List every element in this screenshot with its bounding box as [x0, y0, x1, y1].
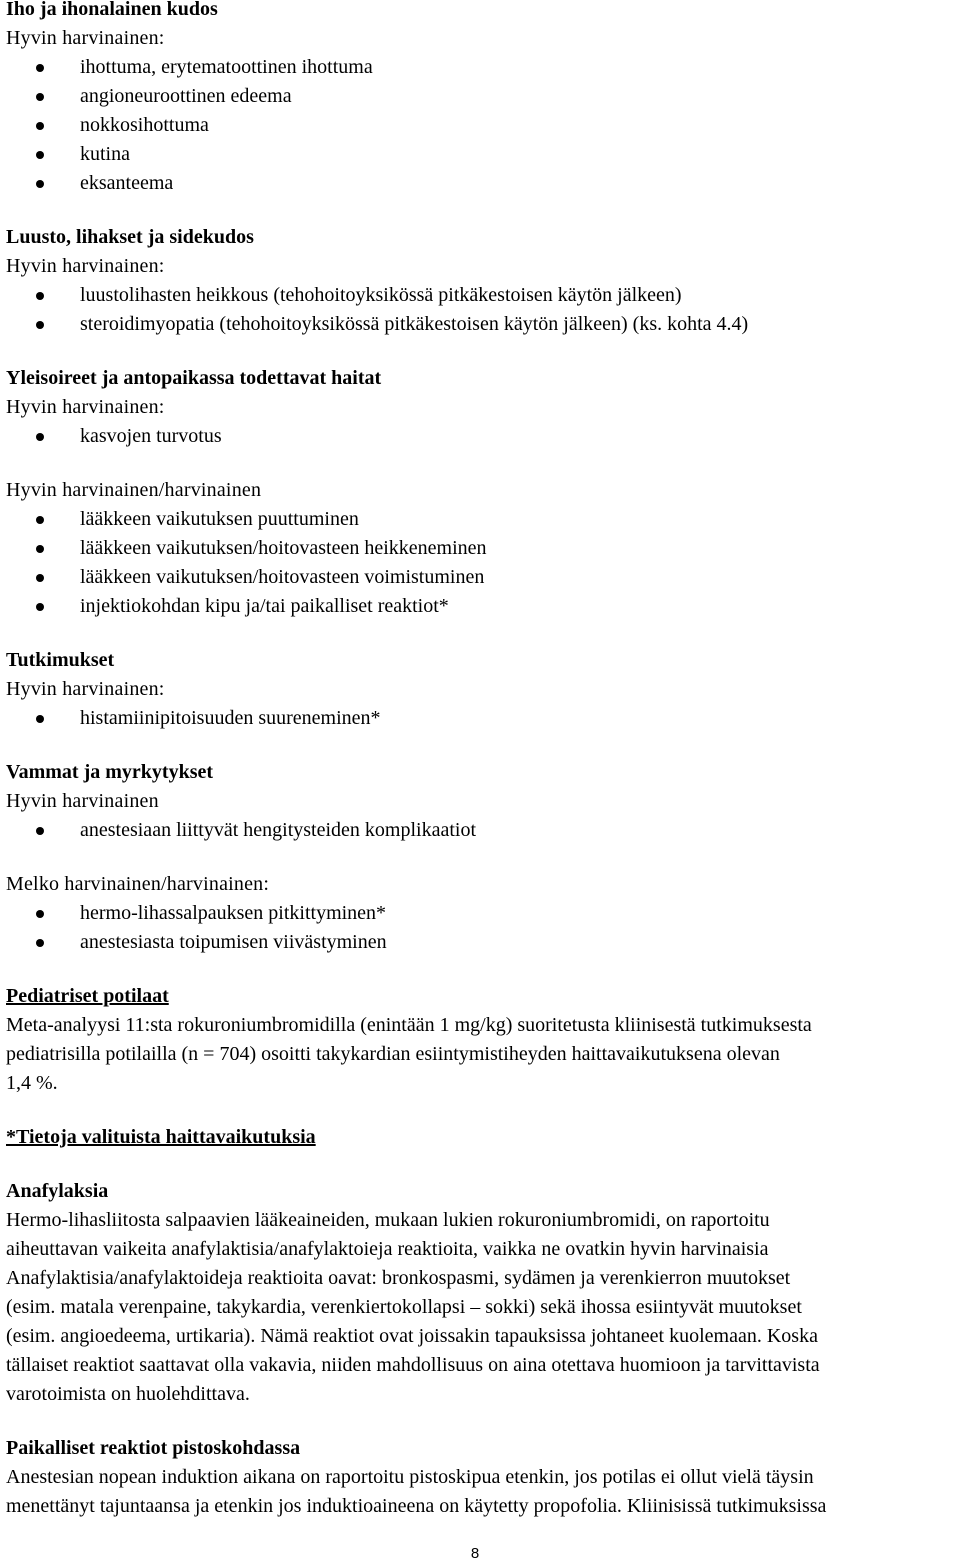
section: [6, 646, 956, 733]
list-item-text: lääkkeen vaikutuksen puuttuminen: [80, 508, 359, 530]
list-item: [6, 704, 956, 733]
list-item: [6, 422, 956, 451]
list-item: [6, 816, 956, 845]
local-reactions-section: [6, 1434, 956, 1521]
list-item: [6, 140, 956, 169]
list-item: [6, 592, 956, 621]
section: [6, 364, 956, 621]
list-item-text: nokkosihottuma: [80, 114, 209, 136]
list-item: [6, 928, 956, 957]
document-page: [6, 0, 956, 1521]
page-number: 8: [470, 1545, 480, 1562]
effects-list: [6, 505, 956, 621]
section-title: Iho ja ihonalainen kudos: [6, 0, 218, 20]
list-item-text: hermo-lihassalpauksen pitkittyminen*: [80, 902, 387, 924]
section-title: Vammat ja myrkytykset: [6, 761, 214, 783]
bullet-icon: [36, 64, 44, 72]
section: [6, 0, 956, 198]
list-item-text: lääkkeen vaikutuksen/hoitovasteen heikkeneminen: [80, 537, 487, 559]
list-item-text: kasvojen turvotus: [80, 425, 222, 447]
list-item-text: anestesiaan liittyvät hengitysteiden komplikaatiot: [80, 819, 477, 841]
frequency-label: Hyvin harvinainen:: [6, 678, 165, 700]
bullet-icon: [36, 827, 44, 835]
list-item-text: lääkkeen vaikutuksen/hoitovasteen voimistuminen: [80, 566, 485, 588]
anaphylaxis-section: [6, 1177, 956, 1409]
effects-list: [6, 899, 956, 957]
selected-effects-title: *Tietoja valituista haittavaikutuksia: [6, 1126, 316, 1148]
frequency-label: Hyvin harvinainen:: [6, 255, 165, 277]
list-item: [6, 53, 956, 82]
bullet-icon: [36, 180, 44, 188]
list-item: [6, 281, 956, 310]
section: [6, 758, 956, 957]
bullet-icon: [36, 93, 44, 101]
effects-list: [6, 53, 956, 198]
anaphylaxis-line: (esim. angioedeema, urtikaria). Nämä reaktiot ovat joissakin tapauksissa johtaneet kuolemaan. Koska: [6, 1325, 818, 1347]
anaphylaxis-line: varotoimista on huolehdittava.: [6, 1383, 250, 1405]
anaphylaxis-line: (esim. matala verenpaine, takykardia, verenkiertokollapsi – sokki) sekä ihossa esiintyvät muutokset: [6, 1296, 802, 1318]
list-item-text: histamiinipitoisuuden suureneminen*: [80, 707, 381, 729]
pediatric-line: pediatrisilla potilailla (n = 704) osoitti takykardian esiintymistiheyden haittavaikutuksena olevan: [6, 1043, 780, 1065]
list-item-text: ihottuma, erytematoottinen ihottuma: [80, 56, 373, 78]
section: [6, 223, 956, 339]
bullet-icon: [36, 516, 44, 524]
bullet-icon: [36, 292, 44, 300]
list-item-text: steroidimyopatia (tehohoitoyksikössä pitkäkestoisen käytön jälkeen) (ks. kohta 4.4): [80, 313, 749, 335]
list-item: [6, 505, 956, 534]
section-title: Yleisoireet ja antopaikassa todettavat haitat: [6, 367, 382, 389]
list-item: [6, 169, 956, 198]
list-item: [6, 111, 956, 140]
bullet-icon: [36, 574, 44, 582]
bullet-icon: [36, 715, 44, 723]
effects-list: [6, 422, 956, 451]
list-item: [6, 82, 956, 111]
pediatric-title: Pediatriset potilaat: [6, 985, 169, 1007]
list-item: [6, 534, 956, 563]
pediatric-line: 1,4 %.: [6, 1072, 58, 1094]
frequency-label: Hyvin harvinainen:: [6, 27, 165, 49]
bullet-icon: [36, 151, 44, 159]
section-title: Luusto, lihakset ja sidekudos: [6, 226, 254, 248]
pediatric-line: Meta-analyysi 11:sta rokuroniumbromidilla (enintään 1 mg/kg) suoritetusta kliinisestä tutkimuksesta: [6, 1014, 812, 1036]
anaphylaxis-line: Hermo-lihasliitosta salpaavien lääkeaineiden, mukaan lukien rokuroniumbromidi, on raportoitu: [6, 1209, 770, 1231]
section-title: Tutkimukset: [6, 649, 115, 671]
frequency-label: Hyvin harvinainen:: [6, 396, 165, 418]
list-item: [6, 563, 956, 592]
list-item-text: anestesiasta toipumisen viivästyminen: [80, 931, 387, 953]
effects-list: [6, 281, 956, 339]
bullet-icon: [36, 939, 44, 947]
bullet-icon: [36, 603, 44, 611]
list-item-text: angioneuroottinen edeema: [80, 85, 292, 107]
adverse-effects-sections: [6, 0, 956, 982]
list-item: [6, 310, 956, 339]
bullet-icon: [36, 321, 44, 329]
local-reactions-line: menettänyt tajuntaansa ja etenkin jos induktioaineena on käytetty propofolia. Kliinisissä tutkimuksissa: [6, 1495, 827, 1517]
list-item-text: eksanteema: [80, 172, 174, 194]
bullet-icon: [36, 433, 44, 441]
list-item-text: injektiokohdan kipu ja/tai paikalliset reaktiot*: [80, 595, 449, 617]
frequency-label: Hyvin harvinainen/harvinainen: [6, 479, 262, 501]
pediatric-section: [6, 982, 956, 1098]
anaphylaxis-line: aiheuttavan vaikeita anafylaktisia/anafylaktoieja reaktioita, vaikka ne ovatkin hyvin harvinaisia: [6, 1238, 769, 1260]
frequency-label: Hyvin harvinainen: [6, 790, 159, 812]
list-item-text: luustolihasten heikkous (tehohoitoyksikössä pitkäkestoisen käytön jälkeen): [80, 284, 682, 306]
anaphylaxis-title: Anafylaksia: [6, 1180, 109, 1202]
effects-list: [6, 704, 956, 733]
bullet-icon: [36, 910, 44, 918]
bullet-icon: [36, 545, 44, 553]
local-reactions-line: Anestesian nopean induktion aikana on raportoitu pistoskipua etenkin, jos potilas ei ollut vielä täysin: [6, 1466, 814, 1488]
local-reactions-title: Paikalliset reaktiot pistoskohdassa: [6, 1437, 301, 1459]
bullet-icon: [36, 122, 44, 130]
frequency-label: Melko harvinainen/harvinainen:: [6, 873, 270, 895]
list-item-text: kutina: [80, 143, 130, 165]
list-item: [6, 899, 956, 928]
effects-list: [6, 816, 956, 845]
anaphylaxis-line: Anafylaktisia/anafylaktoideja reaktioita oavat: bronkospasmi, sydämen ja verenkierron muutokset: [6, 1267, 791, 1289]
anaphylaxis-line: tällaiset reaktiot saattavat olla vakavia, niiden mahdollisuus on aina otettava huomioon ja tarvittavista: [6, 1354, 820, 1376]
